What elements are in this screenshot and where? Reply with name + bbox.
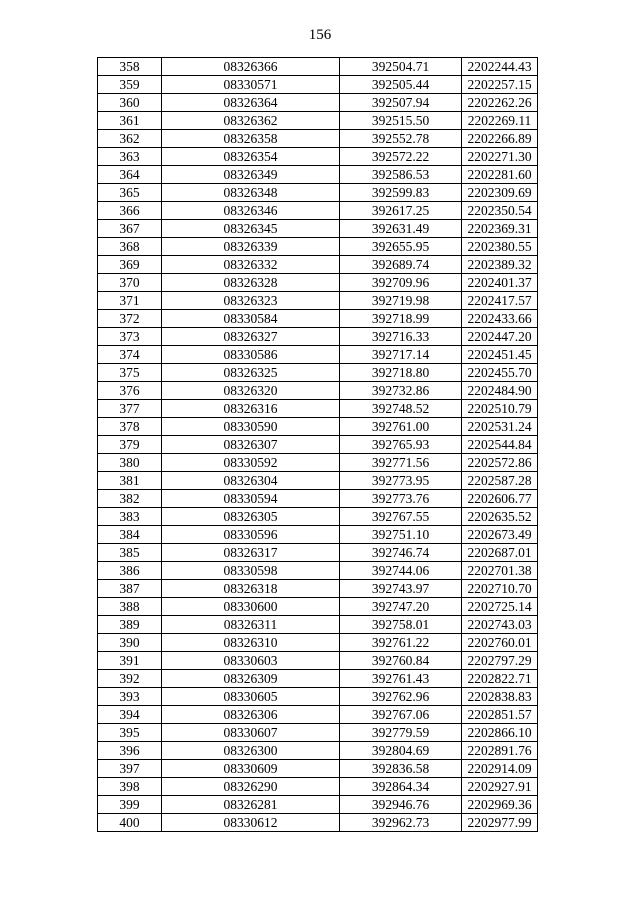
table-row [98, 364, 538, 382]
x-coordinate-cell: 392586.53 [340, 166, 462, 184]
x-coordinate-cell: 392709.96 [340, 274, 462, 292]
x-coordinate-cell: 392804.69 [340, 742, 462, 760]
y-coordinate-cell: 2202455.70 [462, 364, 538, 382]
point-number-cell: 396 [98, 742, 162, 760]
x-coordinate-cell: 392507.94 [340, 94, 462, 112]
y-coordinate-cell: 2202350.54 [462, 202, 538, 220]
x-coordinate-cell: 392505.44 [340, 76, 462, 94]
y-coordinate-cell: 2202451.45 [462, 346, 538, 364]
y-coordinate-cell: 2202244.43 [462, 58, 538, 76]
y-coordinate-cell: 2202309.69 [462, 184, 538, 202]
y-coordinate-cell: 2202401.37 [462, 274, 538, 292]
point-number-cell: 376 [98, 382, 162, 400]
point-id-cell: 08330605 [162, 688, 340, 706]
x-coordinate-cell: 392617.25 [340, 202, 462, 220]
x-coordinate-cell: 392631.49 [340, 220, 462, 238]
table-row [98, 526, 538, 544]
point-number-cell: 395 [98, 724, 162, 742]
x-coordinate-cell: 392760.84 [340, 652, 462, 670]
table-row [98, 382, 538, 400]
point-number-cell: 367 [98, 220, 162, 238]
x-coordinate-cell: 392744.06 [340, 562, 462, 580]
table-row [98, 238, 538, 256]
point-id-cell: 08326358 [162, 130, 340, 148]
y-coordinate-cell: 2202257.15 [462, 76, 538, 94]
point-number-cell: 381 [98, 472, 162, 490]
x-coordinate-cell: 392767.06 [340, 706, 462, 724]
point-id-cell: 08326348 [162, 184, 340, 202]
y-coordinate-cell: 2202673.49 [462, 526, 538, 544]
point-number-cell: 369 [98, 256, 162, 274]
table-row [98, 778, 538, 796]
point-number-cell: 393 [98, 688, 162, 706]
point-id-cell: 08326328 [162, 274, 340, 292]
point-number-cell: 361 [98, 112, 162, 130]
point-id-cell: 08326354 [162, 148, 340, 166]
y-coordinate-cell: 2202281.60 [462, 166, 538, 184]
point-number-cell: 372 [98, 310, 162, 328]
x-coordinate-cell: 392515.50 [340, 112, 462, 130]
coordinates-table [97, 57, 538, 832]
point-id-cell: 08330600 [162, 598, 340, 616]
x-coordinate-cell: 392765.93 [340, 436, 462, 454]
point-id-cell: 08326325 [162, 364, 340, 382]
x-coordinate-cell: 392751.10 [340, 526, 462, 544]
point-id-cell: 08330607 [162, 724, 340, 742]
x-coordinate-cell: 392864.34 [340, 778, 462, 796]
x-coordinate-cell: 392655.95 [340, 238, 462, 256]
x-coordinate-cell: 392762.96 [340, 688, 462, 706]
point-number-cell: 368 [98, 238, 162, 256]
point-id-cell: 08326290 [162, 778, 340, 796]
point-number-cell: 364 [98, 166, 162, 184]
table-row [98, 148, 538, 166]
x-coordinate-cell: 392718.99 [340, 310, 462, 328]
point-id-cell: 08330594 [162, 490, 340, 508]
table-row [98, 112, 538, 130]
table-row [98, 544, 538, 562]
point-number-cell: 374 [98, 346, 162, 364]
x-coordinate-cell: 392743.97 [340, 580, 462, 598]
table-row [98, 688, 538, 706]
point-number-cell: 397 [98, 760, 162, 778]
point-id-cell: 08330586 [162, 346, 340, 364]
y-coordinate-cell: 2202447.20 [462, 328, 538, 346]
x-coordinate-cell: 392761.22 [340, 634, 462, 652]
point-id-cell: 08326311 [162, 616, 340, 634]
page-number: 156 [308, 27, 332, 43]
x-coordinate-cell: 392716.33 [340, 328, 462, 346]
y-coordinate-cell: 2202544.84 [462, 436, 538, 454]
y-coordinate-cell: 2202572.86 [462, 454, 538, 472]
table-row [98, 598, 538, 616]
point-id-cell: 08326281 [162, 796, 340, 814]
y-coordinate-cell: 2202606.77 [462, 490, 538, 508]
point-id-cell: 08330596 [162, 526, 340, 544]
y-coordinate-cell: 2202635.52 [462, 508, 538, 526]
table-row [98, 346, 538, 364]
table-row [98, 220, 538, 238]
point-id-cell: 08330598 [162, 562, 340, 580]
y-coordinate-cell: 2202510.79 [462, 400, 538, 418]
y-coordinate-cell: 2202687.01 [462, 544, 538, 562]
point-id-cell: 08326318 [162, 580, 340, 598]
x-coordinate-cell: 392504.71 [340, 58, 462, 76]
x-coordinate-cell: 392746.74 [340, 544, 462, 562]
point-id-cell: 08330612 [162, 814, 340, 832]
point-number-cell: 384 [98, 526, 162, 544]
point-id-cell: 08326349 [162, 166, 340, 184]
point-number-cell: 390 [98, 634, 162, 652]
y-coordinate-cell: 2202587.28 [462, 472, 538, 490]
point-number-cell: 380 [98, 454, 162, 472]
y-coordinate-cell: 2202743.03 [462, 616, 538, 634]
x-coordinate-cell: 392773.76 [340, 490, 462, 508]
x-coordinate-cell: 392689.74 [340, 256, 462, 274]
table-row [98, 670, 538, 688]
y-coordinate-cell: 2202380.55 [462, 238, 538, 256]
point-id-cell: 08326304 [162, 472, 340, 490]
table-row [98, 184, 538, 202]
y-coordinate-cell: 2202369.31 [462, 220, 538, 238]
x-coordinate-cell: 392773.95 [340, 472, 462, 490]
point-id-cell: 08330571 [162, 76, 340, 94]
point-number-cell: 383 [98, 508, 162, 526]
y-coordinate-cell: 2202838.83 [462, 688, 538, 706]
point-id-cell: 08330584 [162, 310, 340, 328]
point-id-cell: 08326364 [162, 94, 340, 112]
x-coordinate-cell: 392836.58 [340, 760, 462, 778]
point-id-cell: 08326307 [162, 436, 340, 454]
y-coordinate-cell: 2202531.24 [462, 418, 538, 436]
y-coordinate-cell: 2202269.11 [462, 112, 538, 130]
point-number-cell: 388 [98, 598, 162, 616]
point-id-cell: 08326345 [162, 220, 340, 238]
y-coordinate-cell: 2202969.36 [462, 796, 538, 814]
point-number-cell: 379 [98, 436, 162, 454]
y-coordinate-cell: 2202701.38 [462, 562, 538, 580]
y-coordinate-cell: 2202271.30 [462, 148, 538, 166]
point-id-cell: 08326332 [162, 256, 340, 274]
point-id-cell: 08330592 [162, 454, 340, 472]
x-coordinate-cell: 392758.01 [340, 616, 462, 634]
table-row [98, 274, 538, 292]
point-number-cell: 391 [98, 652, 162, 670]
x-coordinate-cell: 392767.55 [340, 508, 462, 526]
point-number-cell: 366 [98, 202, 162, 220]
table-row [98, 418, 538, 436]
point-number-cell: 387 [98, 580, 162, 598]
x-coordinate-cell: 392717.14 [340, 346, 462, 364]
y-coordinate-cell: 2202866.10 [462, 724, 538, 742]
y-coordinate-cell: 2202710.70 [462, 580, 538, 598]
point-number-cell: 378 [98, 418, 162, 436]
point-id-cell: 08326310 [162, 634, 340, 652]
x-coordinate-cell: 392761.00 [340, 418, 462, 436]
x-coordinate-cell: 392718.80 [340, 364, 462, 382]
x-coordinate-cell: 392719.98 [340, 292, 462, 310]
point-number-cell: 398 [98, 778, 162, 796]
y-coordinate-cell: 2202389.32 [462, 256, 538, 274]
table-row [98, 58, 538, 76]
point-number-cell: 365 [98, 184, 162, 202]
point-number-cell: 358 [98, 58, 162, 76]
table-row [98, 508, 538, 526]
point-id-cell: 08326316 [162, 400, 340, 418]
table-row [98, 616, 538, 634]
point-number-cell: 382 [98, 490, 162, 508]
x-coordinate-cell: 392748.52 [340, 400, 462, 418]
table-row [98, 706, 538, 724]
table-row [98, 562, 538, 580]
point-number-cell: 370 [98, 274, 162, 292]
x-coordinate-cell: 392779.59 [340, 724, 462, 742]
point-id-cell: 08326346 [162, 202, 340, 220]
table-row [98, 130, 538, 148]
y-coordinate-cell: 2202822.71 [462, 670, 538, 688]
point-number-cell: 360 [98, 94, 162, 112]
point-number-cell: 386 [98, 562, 162, 580]
table-row [98, 256, 538, 274]
y-coordinate-cell: 2202760.01 [462, 634, 538, 652]
point-id-cell: 08326300 [162, 742, 340, 760]
y-coordinate-cell: 2202484.90 [462, 382, 538, 400]
table-row [98, 724, 538, 742]
table-row [98, 454, 538, 472]
x-coordinate-cell: 392771.56 [340, 454, 462, 472]
point-number-cell: 399 [98, 796, 162, 814]
point-number-cell: 359 [98, 76, 162, 94]
x-coordinate-cell: 392962.73 [340, 814, 462, 832]
point-id-cell: 08330603 [162, 652, 340, 670]
point-number-cell: 373 [98, 328, 162, 346]
table-row [98, 310, 538, 328]
x-coordinate-cell: 392946.76 [340, 796, 462, 814]
point-id-cell: 08326366 [162, 58, 340, 76]
table-row [98, 76, 538, 94]
point-number-cell: 371 [98, 292, 162, 310]
point-id-cell: 08326305 [162, 508, 340, 526]
y-coordinate-cell: 2202262.26 [462, 94, 538, 112]
table-row [98, 652, 538, 670]
table-row [98, 796, 538, 814]
table-row [98, 292, 538, 310]
y-coordinate-cell: 2202914.09 [462, 760, 538, 778]
point-number-cell: 377 [98, 400, 162, 418]
y-coordinate-cell: 2202433.66 [462, 310, 538, 328]
point-id-cell: 08330590 [162, 418, 340, 436]
point-id-cell: 08326317 [162, 544, 340, 562]
x-coordinate-cell: 392552.78 [340, 130, 462, 148]
point-number-cell: 362 [98, 130, 162, 148]
point-id-cell: 08326323 [162, 292, 340, 310]
y-coordinate-cell: 2202927.91 [462, 778, 538, 796]
point-number-cell: 363 [98, 148, 162, 166]
table-row [98, 472, 538, 490]
table-row [98, 202, 538, 220]
table-row [98, 490, 538, 508]
point-id-cell: 08330609 [162, 760, 340, 778]
point-id-cell: 08326320 [162, 382, 340, 400]
point-id-cell: 08326362 [162, 112, 340, 130]
table-row [98, 742, 538, 760]
y-coordinate-cell: 2202851.57 [462, 706, 538, 724]
x-coordinate-cell: 392572.22 [340, 148, 462, 166]
point-id-cell: 08326339 [162, 238, 340, 256]
table-row [98, 634, 538, 652]
y-coordinate-cell: 2202797.29 [462, 652, 538, 670]
point-number-cell: 375 [98, 364, 162, 382]
point-number-cell: 400 [98, 814, 162, 832]
point-id-cell: 08326306 [162, 706, 340, 724]
x-coordinate-cell: 392732.86 [340, 382, 462, 400]
table-row [98, 328, 538, 346]
point-id-cell: 08326327 [162, 328, 340, 346]
y-coordinate-cell: 2202891.76 [462, 742, 538, 760]
table-row [98, 760, 538, 778]
x-coordinate-cell: 392761.43 [340, 670, 462, 688]
table-row [98, 166, 538, 184]
point-number-cell: 392 [98, 670, 162, 688]
x-coordinate-cell: 392747.20 [340, 598, 462, 616]
table-row [98, 814, 538, 832]
y-coordinate-cell: 2202266.89 [462, 130, 538, 148]
point-number-cell: 394 [98, 706, 162, 724]
table-row [98, 400, 538, 418]
x-coordinate-cell: 392599.83 [340, 184, 462, 202]
table-row [98, 580, 538, 598]
y-coordinate-cell: 2202977.99 [462, 814, 538, 832]
point-number-cell: 389 [98, 616, 162, 634]
point-number-cell: 385 [98, 544, 162, 562]
coordinates-table-body [98, 58, 538, 832]
y-coordinate-cell: 2202725.14 [462, 598, 538, 616]
point-id-cell: 08326309 [162, 670, 340, 688]
table-row [98, 94, 538, 112]
table-row [98, 436, 538, 454]
y-coordinate-cell: 2202417.57 [462, 292, 538, 310]
